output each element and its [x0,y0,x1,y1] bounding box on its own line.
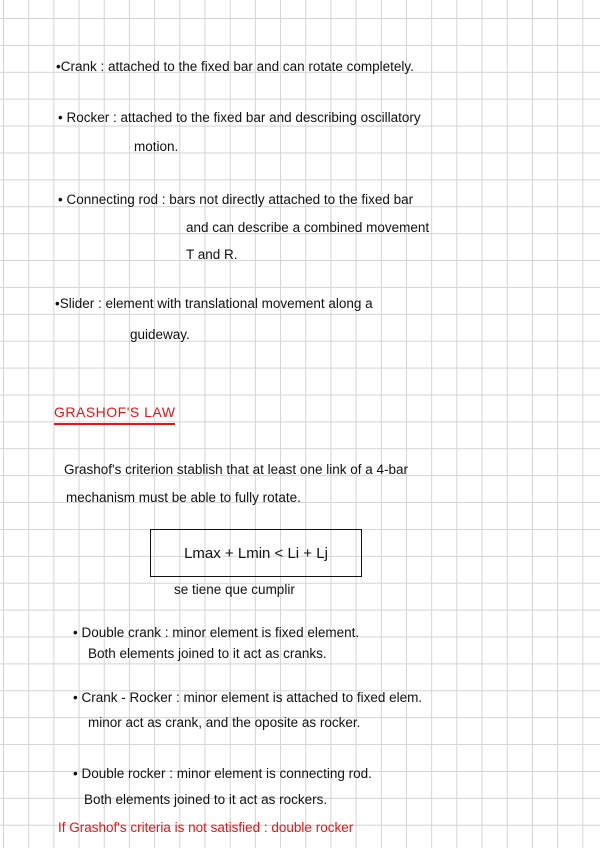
text-line: • Crank - Rocker : minor element is attached to fixed elem. [73,690,423,705]
section-heading: GRASHOF'S LAW [54,404,175,425]
criterion-line: Grashof's criterion stablish that at least one link of a 4-bar [64,462,408,477]
text-line: and can describe a combined movement [186,220,430,235]
formula-box [150,529,362,577]
text-line: •Crank : attached to the fixed bar and can rotate completely. [56,59,414,74]
formula-note: se tiene que cumplir [174,582,295,597]
text-line: Both elements joined to it act as rockers. [84,792,328,807]
conclusion: If Grashof's criteria is not satisfied : double rocker [58,820,354,835]
criterion-line: mechanism must be able to fully rotate. [66,490,301,505]
formula: Lmax + Lmin < Li + Lj [184,544,328,562]
text-line: • Rocker : attached to the fixed bar and describing oscillatory [58,110,421,125]
text-line: •Slider : element with translational movement along a [55,296,373,311]
text-line: • Double crank : minor element is fixed element. [73,625,360,640]
text-line: motion. [134,139,179,154]
text-line: T and R. [186,247,238,262]
text-line: guideway. [130,327,190,342]
text-line: • Connecting rod : bars not directly attached to the fixed bar [58,192,414,207]
text-line: • Double rocker : minor element is connecting rod. [73,766,372,781]
text-line: minor act as crank, and the oposite as rocker. [88,715,361,730]
text-line: Both elements joined to it act as cranks. [88,646,327,661]
